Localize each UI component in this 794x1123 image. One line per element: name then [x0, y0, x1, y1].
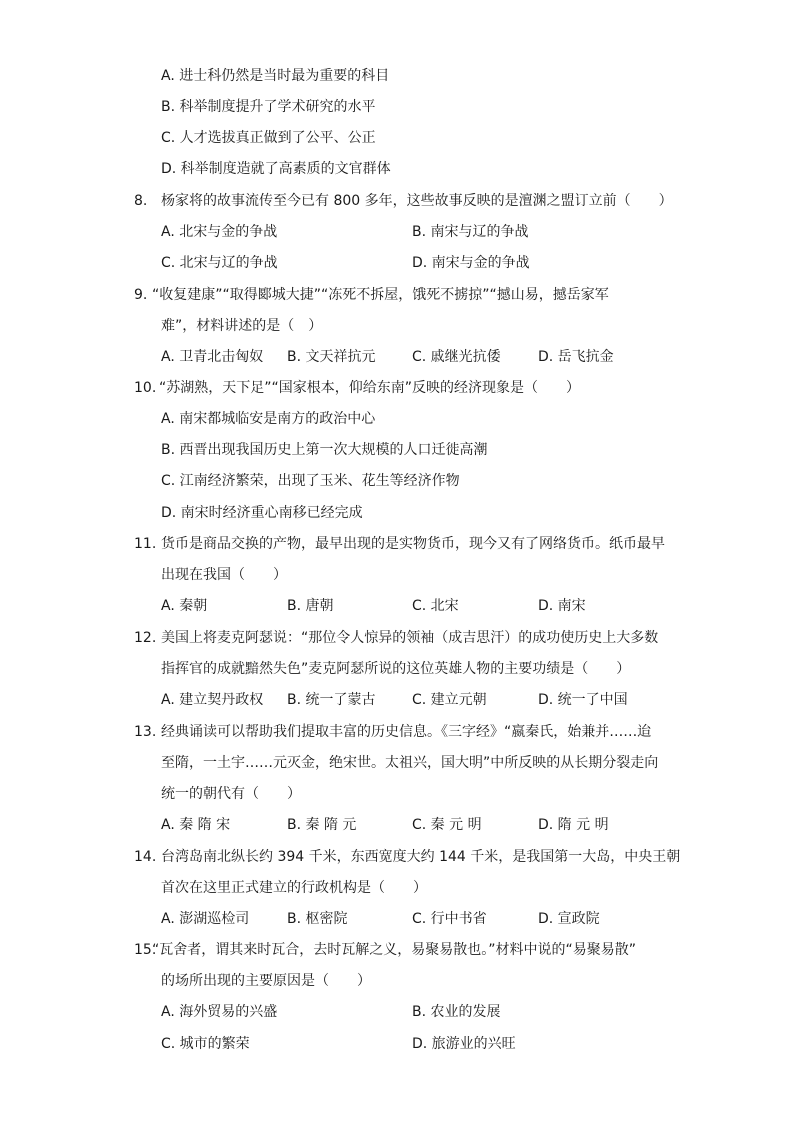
option-text: C. 秦 元 明 — [412, 817, 482, 833]
option-text: C. 北宋 — [412, 598, 459, 614]
option-text: A. 秦朝 — [161, 598, 208, 614]
option-text: B. 南宋与辽的争战 — [412, 224, 529, 240]
question-number: 15. — [134, 942, 157, 958]
question-stem: “收复建康”“取得郾城大捷”“冻死不拆屋，饿死不掳掠”“撼山易，撼岳家军 — [152, 287, 609, 303]
option-text: B. 西晋出现我国历史上第一次大规模的人口迁徙高潮 — [161, 442, 488, 458]
question-stem: 统一的朝代有（ ） — [161, 786, 301, 802]
option-text: D. 南宋与金的争战 — [412, 255, 530, 271]
option-text: B. 唐朝 — [287, 598, 334, 614]
option-text: C. 戚继光抗倭 — [412, 349, 501, 365]
question-stem: 货币是商品交换的产物，最早出现的是实物货币，现今又有了网络货币。纸币最早 — [161, 536, 665, 552]
question-stem: 首次在这里正式建立的行政机构是（ ） — [161, 880, 427, 896]
option-text: C. 城市的繁荣 — [161, 1036, 250, 1052]
option-text: C. 行中书省 — [412, 911, 487, 927]
option-text: C. 江南经济繁荣，出现了玉米、花生等经济作物 — [161, 473, 460, 489]
option-text: D. 南宋 — [538, 598, 586, 614]
question-stem: 美国上将麦克阿瑟说：“那位令人惊异的领袖（成吉思汗）的成功使历史上大多数 — [161, 630, 659, 646]
question-number: 11. — [134, 536, 157, 552]
option-text: D. 科举制度造就了高素质的文官群体 — [161, 161, 391, 177]
question-number: 13. — [134, 724, 157, 740]
option-text: A. 澎湖巡检司 — [161, 911, 250, 927]
question-stem: 指挥官的成就黯然失色”麦克阿瑟所说的这位英雄人物的主要功绩是（ ） — [161, 661, 631, 677]
option-text: B. 文天祥抗元 — [287, 349, 376, 365]
option-text: D. 旅游业的兴旺 — [412, 1036, 516, 1052]
option-text: A. 进士科仍然是当时最为重要的科目 — [161, 68, 390, 84]
option-text: A. 建立契丹政权 — [161, 692, 264, 708]
option-text: B. 统一了蒙古 — [287, 692, 376, 708]
question-stem: 难”，材料讲述的是（ ） — [161, 318, 323, 334]
option-text: C. 建立元朝 — [412, 692, 487, 708]
question-stem: 杨家将的故事流传至今已有 800 多年，这些故事反映的是澶渊之盟订立前（ ） — [161, 193, 673, 209]
option-text: A. 秦 隋 宋 — [161, 817, 231, 833]
option-text: B. 农业的发展 — [412, 1004, 501, 1020]
option-text: A. 北宋与金的争战 — [161, 224, 278, 240]
option-text: C. 北宋与辽的争战 — [161, 255, 278, 271]
option-text: D. 岳飞抗金 — [538, 349, 614, 365]
question-number: 10. — [134, 380, 157, 396]
question-stem: 至隋，一土宇……元灭金，绝宋世。太祖兴，国大明”中所反映的从长期分裂走向 — [161, 755, 659, 771]
question-number: 8. — [134, 193, 148, 209]
question-stem: “苏湖熟，天下足”“国家根本，仰给东南”反映的经济现象是（ ） — [159, 380, 581, 396]
option-text: A. 卫青北击匈奴 — [161, 349, 264, 365]
option-text: D. 宣政院 — [538, 911, 600, 927]
question-stem: “瓦舍者，谓其来时瓦合，去时瓦解之义，易聚易散也。”材料中说的“易聚易散” — [152, 942, 637, 958]
option-text: A. 南宋都城临安是南方的政治中心 — [161, 411, 376, 427]
option-text: A. 海外贸易的兴盛 — [161, 1004, 278, 1020]
question-number: 14. — [134, 849, 157, 865]
option-text: C. 人才选拔真正做到了公平、公正 — [161, 130, 376, 146]
question-stem: 出现在我国（ ） — [161, 567, 287, 583]
option-text: D. 隋 元 明 — [538, 817, 609, 833]
option-text: B. 科举制度提升了学术研究的水平 — [161, 99, 376, 115]
option-text: D. 南宋时经济重心南移已经完成 — [161, 505, 363, 521]
question-stem: 的场所出现的主要原因是（ ） — [161, 973, 371, 989]
question-number: 9. — [134, 287, 148, 303]
question-stem: 经典诵读可以帮助我们提取丰富的历史信息。《三字经》“嬴秦氏，始兼并……迨 — [161, 724, 652, 740]
option-text: B. 枢密院 — [287, 911, 348, 927]
option-text: B. 秦 隋 元 — [287, 817, 357, 833]
option-text: D. 统一了中国 — [538, 692, 628, 708]
question-stem: 台湾岛南北纵长约 394 千米，东西宽度大约 144 千米，是我国第一大岛，中央王朝 — [161, 849, 681, 865]
question-number: 12. — [134, 630, 157, 646]
